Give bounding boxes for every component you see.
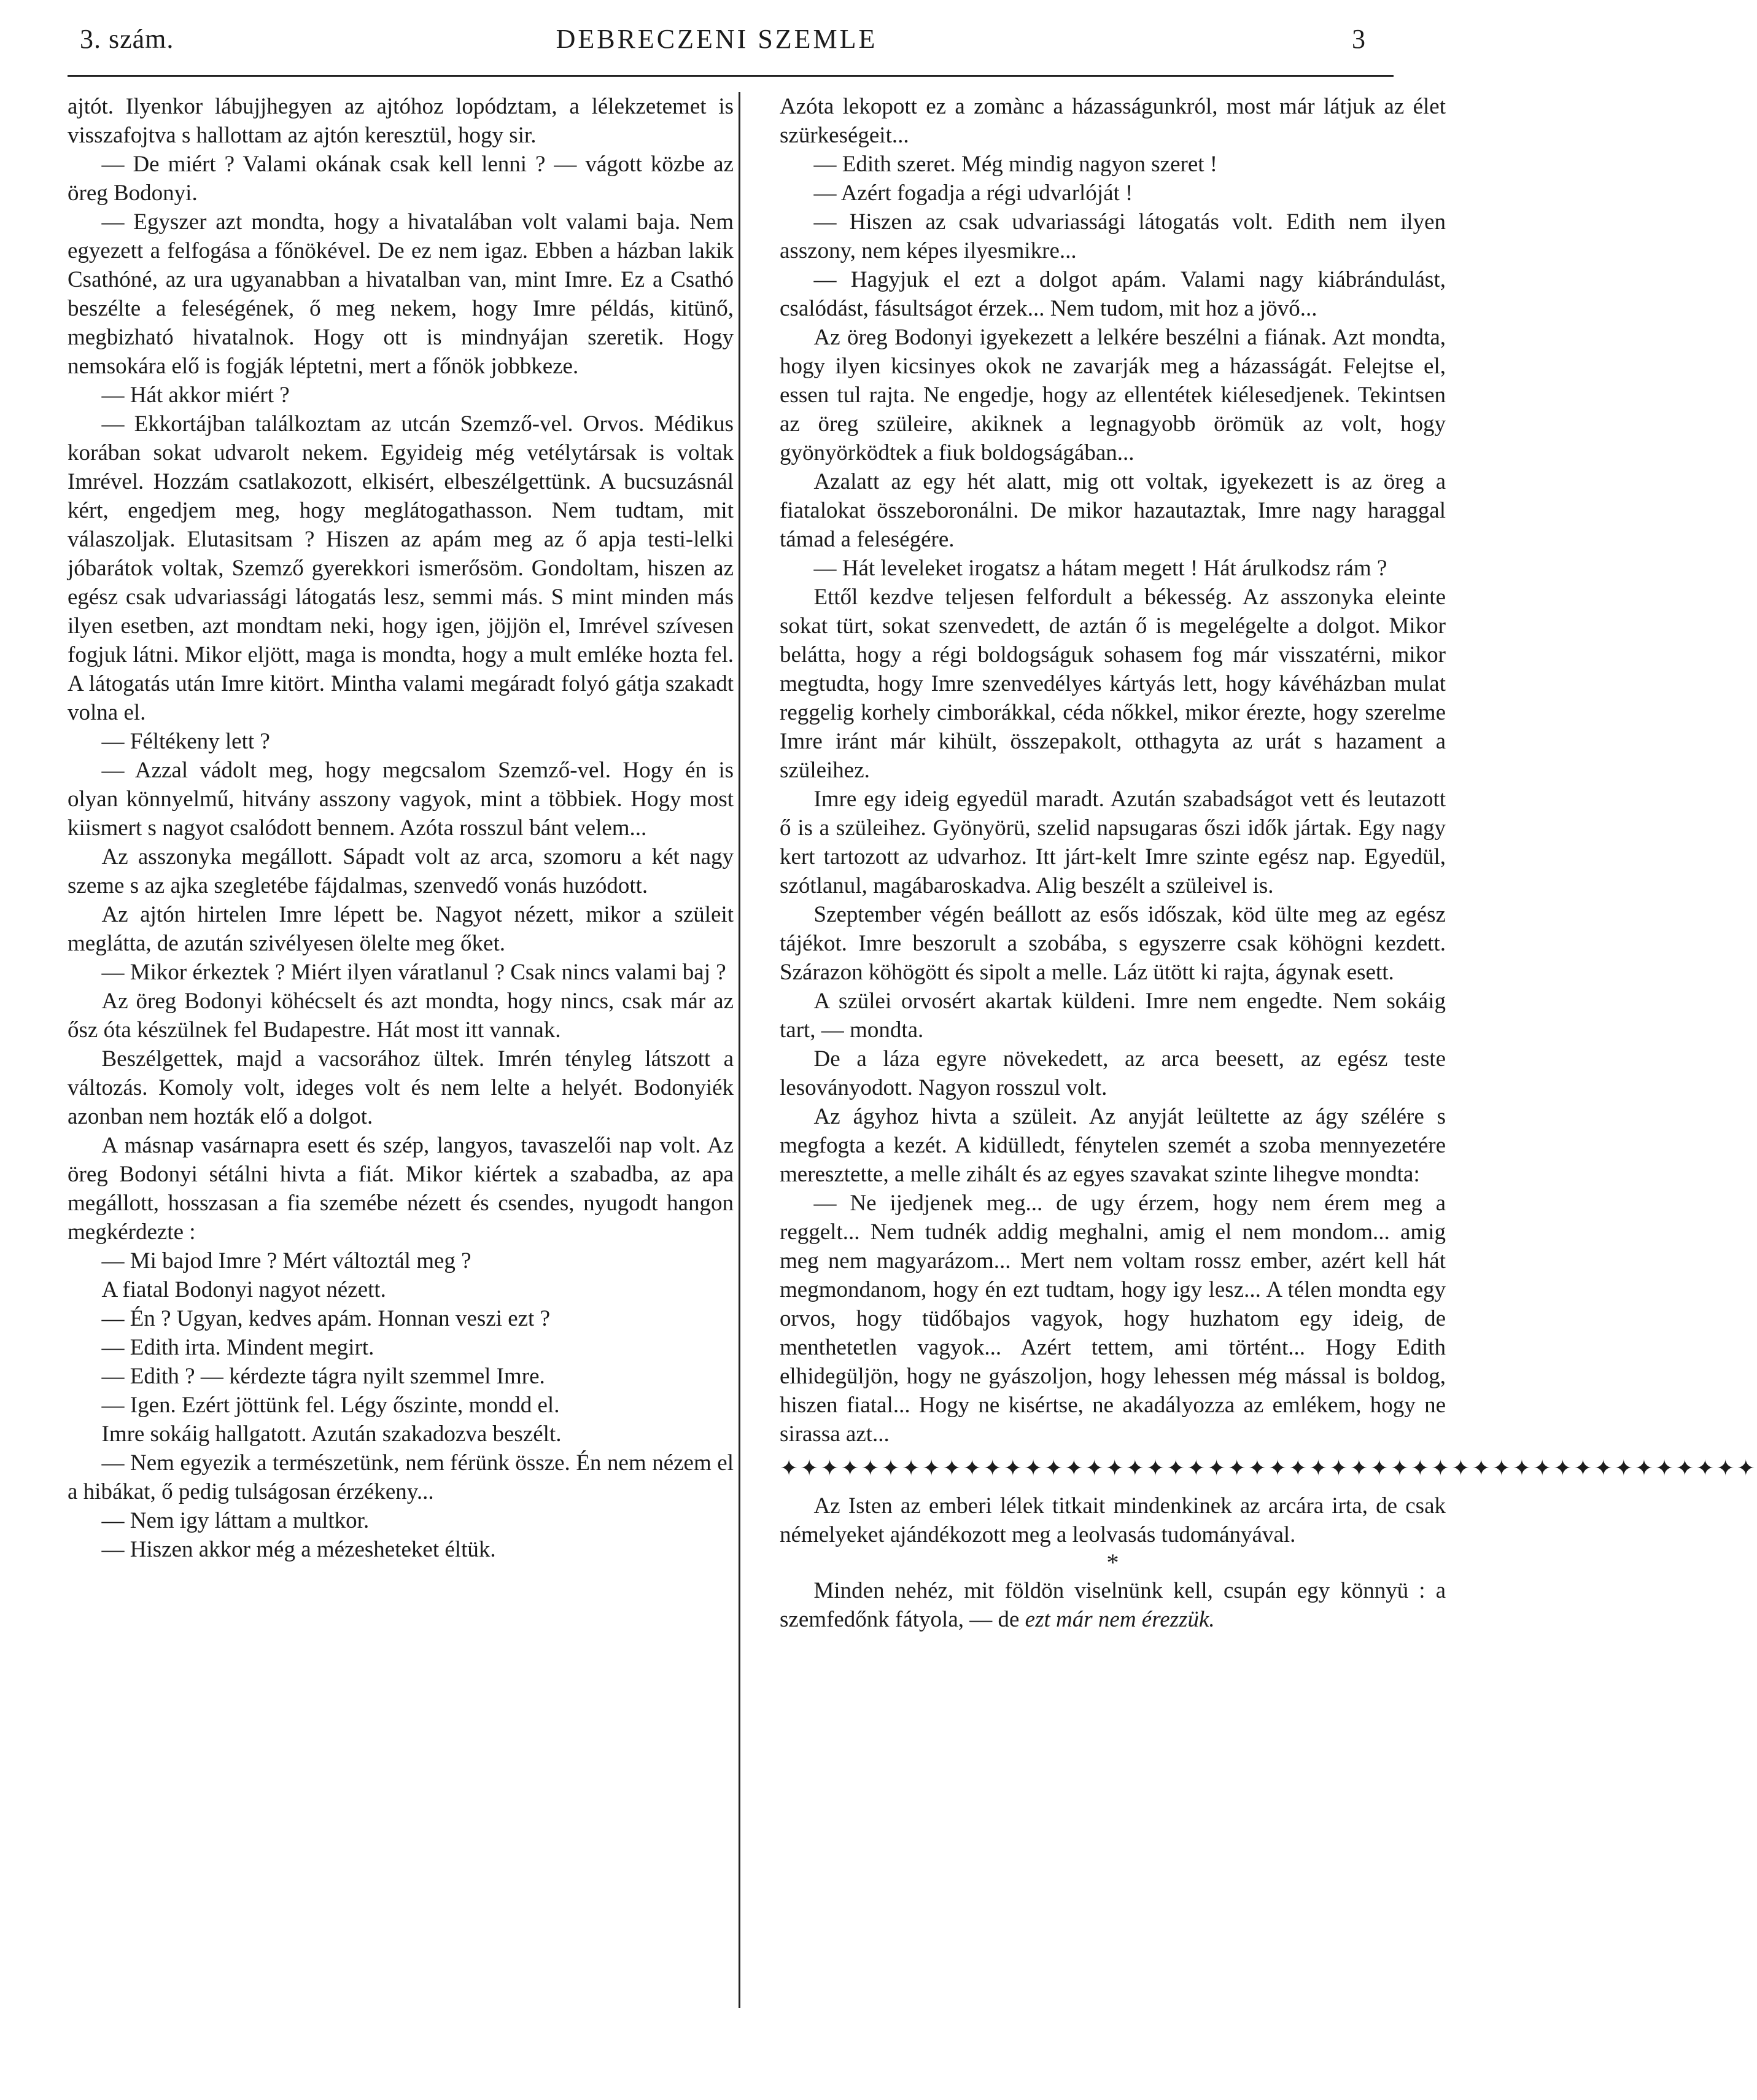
paragraph: Imre egy ideig egyedül maradt. Azután szabadságot vett és leutazott ő is a szüleihez. Gyönyörü, szelid napsugaras őszi idők jártak. Egy nagy kert tartozott az udvarhoz. Itt járt-kelt Imre szinte egész nap. Egyedül, szótlanul, magábaroskadva. Alig beszélt a szüleivel is.: [780, 787, 1446, 898]
paragraph: Az ágyhoz hivta a szüleit. Az anyját leültette az ágy szélére s megfogta a kezét. A kidülledt, fénytelen szemét a szoba mennyezetére meresztette, a melle zihált és az egyes szavakat szinte lihegve mondta:: [780, 1104, 1446, 1187]
paragraph: — Edith ? — kérdezte tágra nyilt szemmel Imre.: [101, 1364, 545, 1389]
aphorism-italic: ezt már nem érezzük.: [1025, 1607, 1215, 1632]
aphorism: [780, 1576, 1446, 1634]
paragraph: — De miért ? Valami okának csak kell lenni ? — vágott közbe az öreg Bodonyi.: [68, 152, 734, 206]
header-rule: [68, 75, 1394, 77]
paragraph: — Hagyjuk el ezt a dolgot apám. Valami nagy kiábrándulást, csalódást, fásultságot érzek... Nem tudom, mit hoz a jövő...: [780, 267, 1446, 321]
paragraph: A fiatal Bodonyi nagyot nézett.: [101, 1277, 386, 1302]
paragraph: — Nem egyezik a természetünk, nem férünk össze. Én nem nézem el a hibákat, ő pedig tulságosan érzékeny...: [68, 1450, 734, 1504]
paragraph: Szeptember végén beállott az esős időszak, köd ülte meg az egész tájékot. Imre beszorult a szobába, s egyszerre csak köhögni kezdett. Szárazon köhögött és sipolt a melle. Láz ütött ki rajta, ágynak esett.: [780, 902, 1446, 985]
paragraph: Az asszonyka megállott. Sápadt volt az arca, szomoru a két nagy szeme s az ajka szegletébe fájdalmas, szenvedő vonás huzódott.: [68, 844, 734, 898]
aphorism-text: Minden nehéz, mit földön viselnünk kell, csupán egy könnyü : a szemfedőnk fátyola, — de: [780, 1578, 1446, 1632]
journal-title: DEBRECZENI SZEMLE: [556, 24, 878, 54]
paragraph: — Mikor érkeztek ? Miért ilyen váratlanul ? Csak nincs valami baj ?: [101, 960, 726, 985]
paragraph: — Hát akkor miért ?: [101, 383, 290, 408]
right-column: [780, 92, 1757, 2032]
paragraph: — Egyszer azt mondta, hogy a hivatalában volt valami baja. Nem egyezett a felfogása a főnökével. De ez nem igaz. Ebben a házban lakik Csathóné, az ura ugyanabban a hivatalban van, mint Imre. Ez a Csathó beszélte a feleségének, ő meg nekem, hogy Imre példás, kitünő, megbizható hivatalnok. Hogy ott is mindnyájan szeretik. Hogy nemsokára elő is fogják léptetni, mert a főnök jobbkeze.: [68, 209, 734, 379]
paragraph: — Edith irta. Mindent megirt.: [101, 1335, 374, 1360]
separator-star: *: [1106, 1549, 1119, 1576]
paragraph: De a láza egyre növekedett, az arca beesett, az egész teste lesoványodott. Nagyon rosszul volt.: [780, 1046, 1446, 1100]
aphorism: Az Isten az emberi lélek titkait mindenkinek az arcára irta, de csak némelyeket ajándékozott meg a leolvasás tudományával.: [780, 1493, 1446, 1547]
paragraph: A másnap vasárnapra esett és szép, langyos, tavaszelői nap volt. Az öreg Bodonyi sétálni hivta a fiát. Mikor kiértek a szabadba, az apa megállott, hosszasan a fia szemébe nézett és csendes, nyugodt hangon megkérdezte :: [68, 1133, 734, 1245]
page-number: 3: [1352, 24, 1366, 54]
paragraph: — Igen. Ezért jöttünk fel. Légy őszinte, mondd el.: [101, 1393, 560, 1418]
column-divider: [739, 92, 740, 2008]
paragraph: — Ne ijedjenek meg... de ugy érzem, hogy nem érem meg a reggelt... Nem tudnék addig meghalni, amig el nem mondom... amig meg nem magyarázom... Mert nem voltam rossz ember, azért kell hát megmondanom, hogy én ezt tudtam, hogy igy lesz... A télen mondta egy orvos, hogy tüdőbajos vagyok, hogy huzhatom egy ideig, de menthetetlen vagyok... Azért tettem, ami történt... Hogy Edith elhidegüljön, hogy ne gyászoljon, hogy lehessen még mással is boldog, hiszen fiatal... Hogy ne kisértse, ne akadályozza az emlékem, hogy ne sirassa azt...: [780, 1191, 1446, 1447]
paragraph: — Nem igy láttam a multkor.: [101, 1508, 370, 1533]
paragraph: — Hiszen akkor még a mézesheteket éltük.: [101, 1537, 496, 1562]
paragraph: ajtót. Ilyenkor lábujjhegyen az ajtóhoz lopództam, a lélekzetemet is visszafojtva s hallottam az ajtón keresztül, hogy sir.: [68, 94, 734, 148]
paragraph: — Ekkortájban találkoztam az utcán Szemző-vel. Orvos. Médikus korában sokat udvarolt nekem. Egyideig még vetélytársak is voltak Imrével. Hozzám csatlakozott, elkisért, elbeszélgettünk. A bucsuzásnál kért, engedjem meg, hogy meglátogathasson. Nem tudtam, mit válaszoljak. Elutasitsam ? Hiszen az apám meg az ő apja testi-lelki jóbarátok voltak, Szemző gyerekkori ismerősöm. Gondoltam, hiszen az egész csak udvariassági látogatás lesz, semmi más. S mint minden más ilyen esetben, azt mondtam neki, hogy igen, jöjjön el, Imrével szívesen fogjuk látni. Mikor eljött, maga is mondta, hogy a mult emléke hozta fel. A látogatás után Imre kitört. Mintha valami megáradt folyó gátja szakadt volna el.: [68, 411, 734, 725]
left-column: [68, 92, 734, 2032]
paragraph: Az öreg Bodonyi köhécselt és azt mondta, hogy nincs, csak már az ősz óta készülnek fel Budapestre. Hát most itt vannak.: [68, 989, 734, 1043]
paragraph: Azóta lekopott ez a zomànc a házasságunkról, most már látjuk az élet szürkeségeit...: [780, 94, 1446, 148]
issue-number: 3. szám.: [80, 24, 174, 54]
paragraph: Ettől kezdve teljesen felfordult a békesség. Az asszonyka eleinte sokat türt, sokat szenvedett, de aztán ő is megelégelte a dolgot. Mikor belátta, hogy a régi boldogságuk sohasem fog már visszatérni, mikor megtudta, hogy Imre szenvedélyes kártyás lett, hogy kávéházban mulat reggelig korhely cimborákkal, céda nőkkel, mikor érezte, hogy szerelme Imre iránt már kihült, összepakolt, otthagyta az urát s hazament a szüleihez.: [780, 585, 1446, 783]
paragraph: — Hiszen az csak udvariassági látogatás volt. Edith nem ilyen asszony, nem képes ilyesmikre...: [780, 209, 1446, 263]
paragraph: Imre sokáig hallgatott. Azután szakadozva beszélt.: [101, 1421, 562, 1447]
paragraph: — Hát leveleket irogatsz a hátam megett ! Hát árulkodsz rám ?: [813, 556, 1387, 581]
paragraph: Beszélgettek, majd a vacsorához ültek. Imrén tényleg látszott a változás. Komoly volt, ideges volt és nem lelte a helyét. Bodonyiék azonban nem hozták elő a dolgot.: [68, 1046, 734, 1129]
paragraph: — Féltékeny lett ?: [101, 729, 270, 754]
paragraph: Azalatt az egy hét alatt, mig ott voltak, igyekezett is az öreg a fiatalokat összeboronálni. De mikor hazautaztak, Imre nagy haraggal támad a feleségére.: [780, 469, 1446, 552]
ornament-divider: ✦✦✦✦✦✦✦✦✦✦✦✦✦✦✦✦✦✦✦✦✦✦✦✦✦✦✦✦✦✦✦✦✦✦✦✦✦✦✦✦✦✦✦✦✦✦✦✦: [780, 1456, 1757, 1480]
paragraph: — Azért fogadja a régi udvarlóját !: [813, 181, 1133, 206]
paragraph: — Azzal vádolt meg, hogy megcsalom Szemző-vel. Hogy én is olyan könnyelmű, hitvány asszony vagyok, mint a többiek. Hogy most kiismert s nagyot csalódott bennem. Azóta rosszul bánt velem...: [68, 758, 734, 841]
paragraph: Az ajtón hirtelen Imre lépett be. Nagyot nézett, mikor a szüleit meglátta, de azután szivélyesen ölelte meg őket.: [68, 902, 734, 956]
paragraph: — Én ? Ugyan, kedves apám. Honnan veszi ezt ?: [101, 1306, 550, 1331]
paragraph: A szülei orvosért akartak küldeni. Imre nem engedte. Nem sokáig tart, — mondta.: [780, 989, 1446, 1043]
paragraph: Az öreg Bodonyi igyekezett a lelkére beszélni a fiának. Azt mondta, hogy ilyen kicsinyes okok ne zavarják meg a házasságát. Felejtse el, essen tul rajta. Ne engedje, hogy az ellentétek kiélesedjenek. Tekintsen az öreg szüleire, akiknek a legnagyobb örömük az volt, hogy gyönyörködtek a fiuk boldogságában...: [780, 325, 1446, 465]
paragraph: — Edith szeret. Még mindig nagyon szeret !: [813, 152, 1218, 177]
page-header: [61, 23, 1372, 72]
paragraph: — Mi bajod Imre ? Mért változtál meg ?: [101, 1248, 471, 1274]
